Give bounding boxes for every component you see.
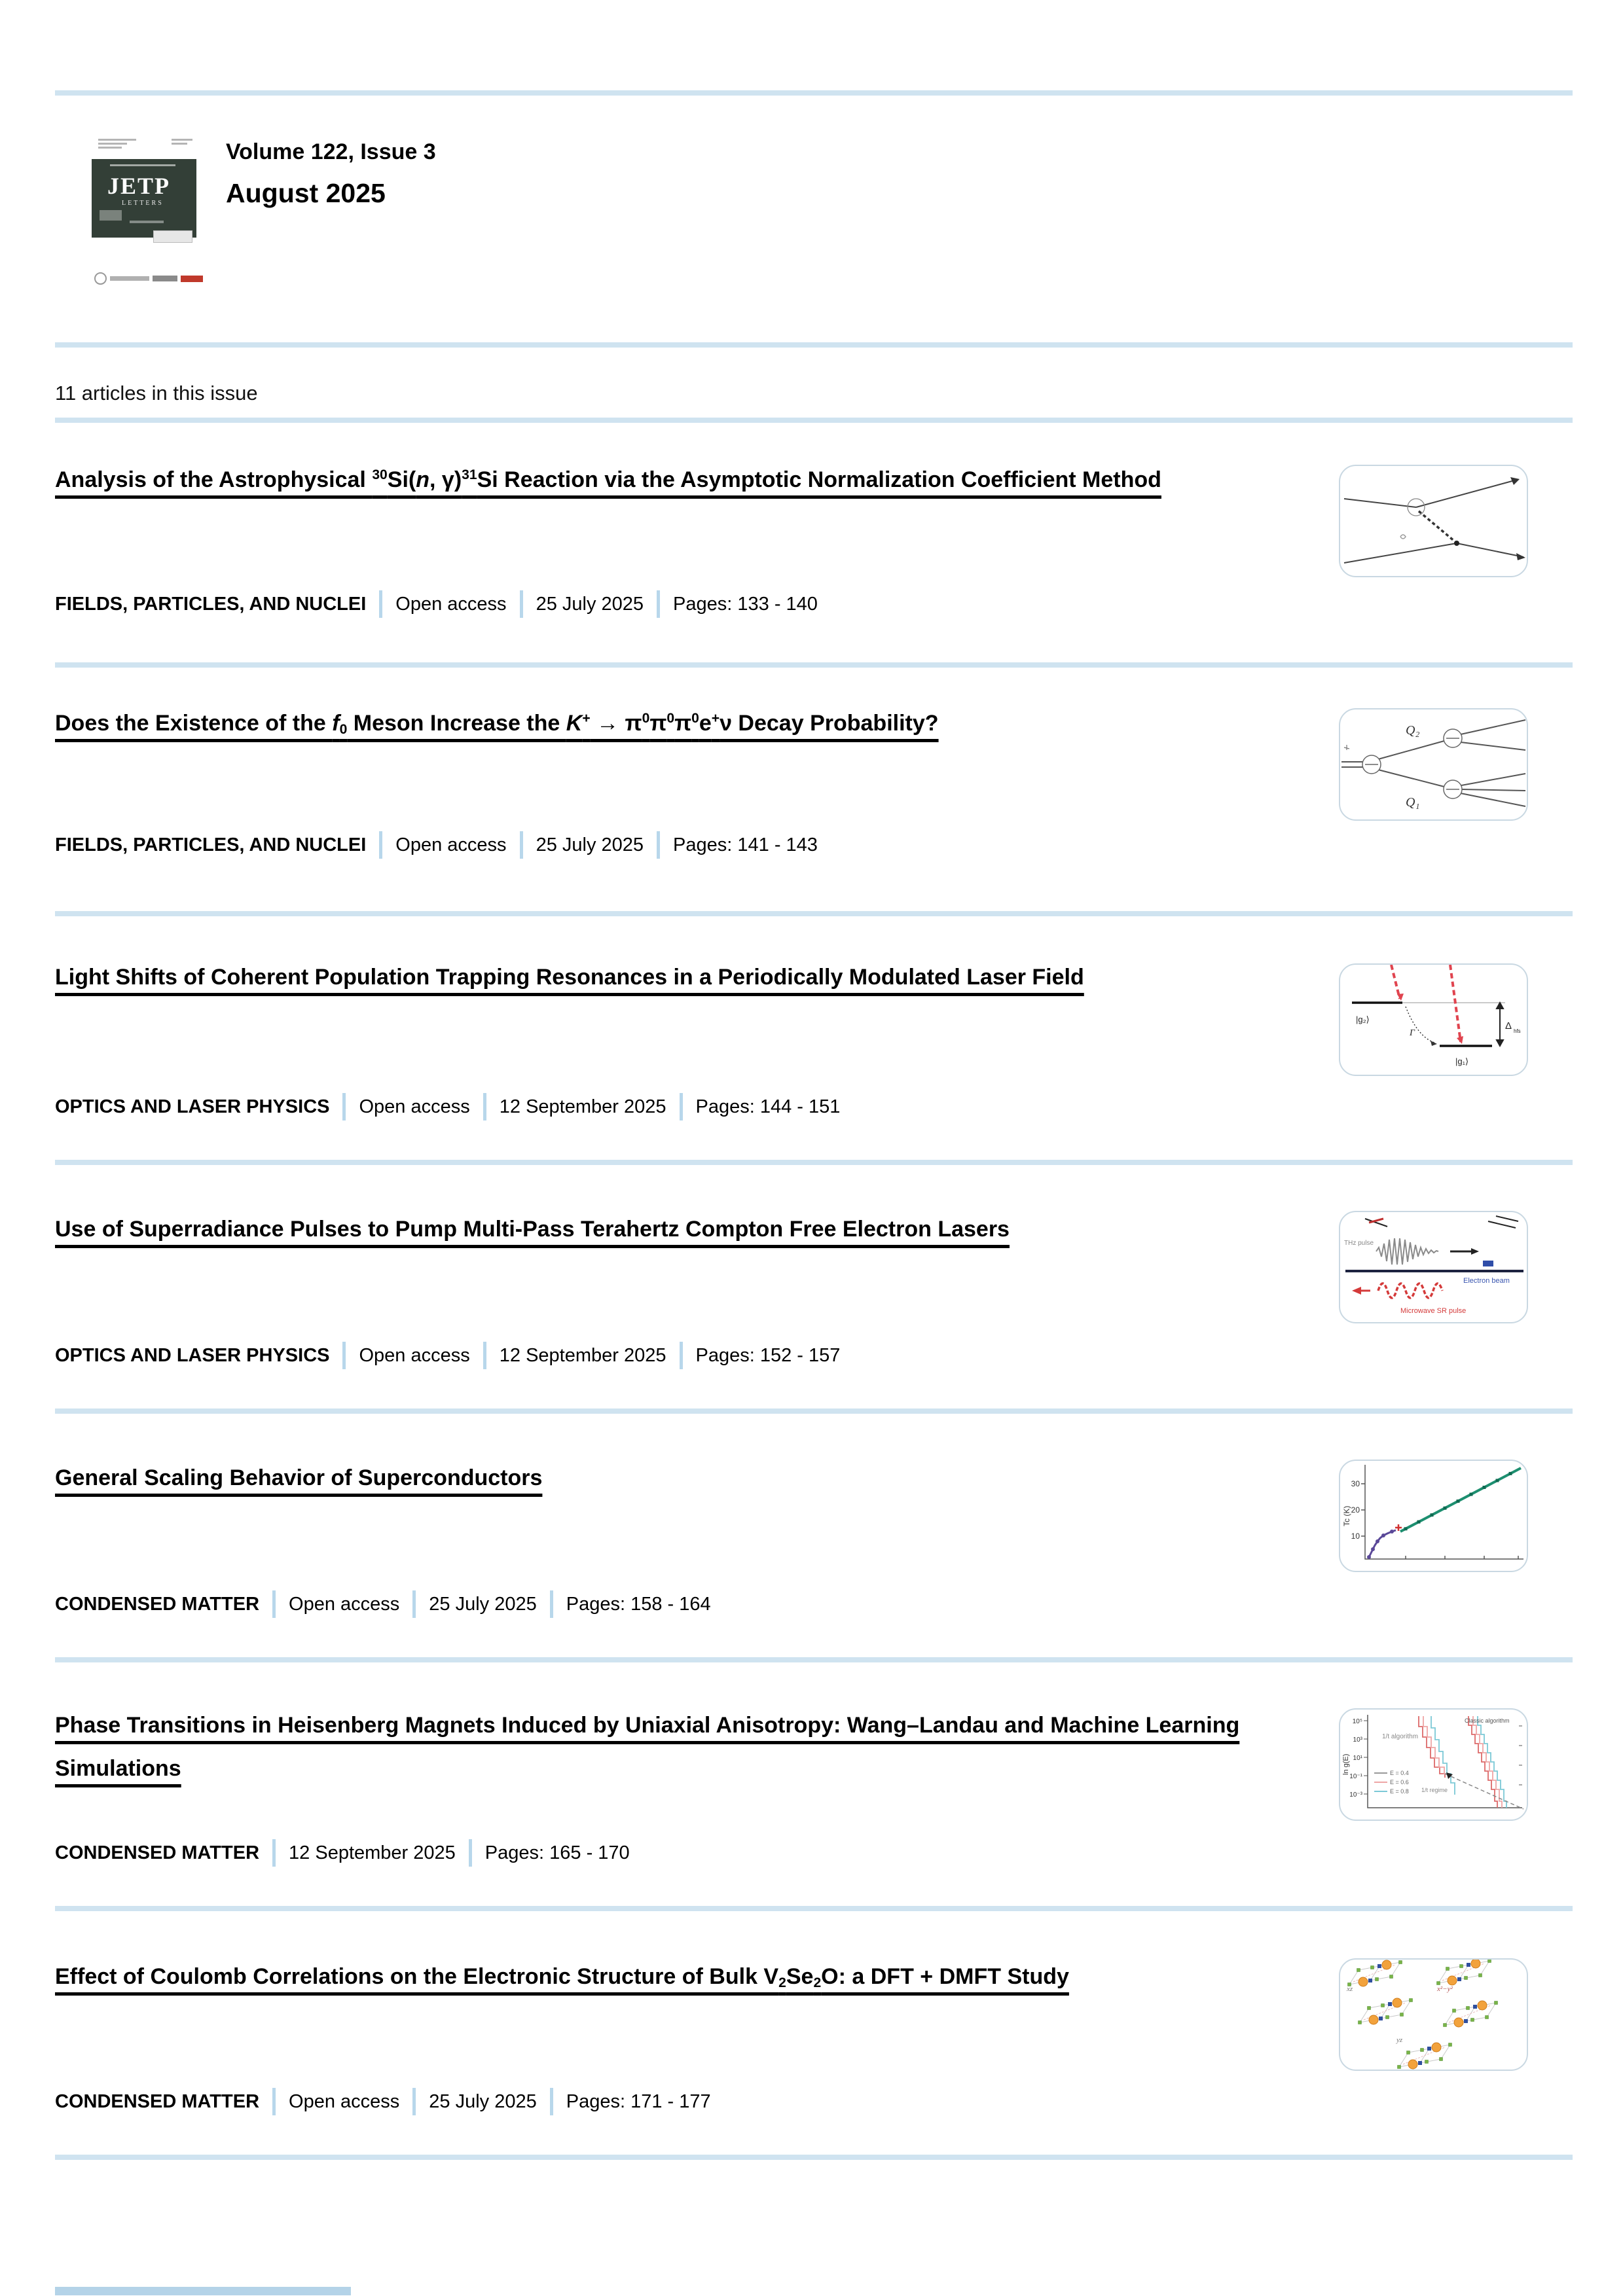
ytick-20: 20 [1351, 1505, 1360, 1515]
article-pages: Pages: 165 - 170 [484, 1842, 630, 1863]
delta-subscript: hfs [1514, 1028, 1521, 1034]
ytick-2: 10¹ [1353, 1755, 1362, 1762]
ytick-30: 30 [1351, 1479, 1360, 1488]
journal-cover-image[interactable] [92, 134, 196, 286]
article-meta [55, 2087, 711, 2117]
meta-divider [483, 1093, 486, 1121]
energy-levels-figure [1340, 965, 1527, 1075]
publisher-logo-icon [94, 272, 107, 285]
one-over-t-line [1445, 1774, 1523, 1809]
meta-divider [379, 590, 382, 618]
meta-divider [272, 2088, 276, 2115]
article-thumbnail[interactable] [1339, 963, 1528, 1076]
separator [55, 2155, 1573, 2160]
article-meta [55, 1092, 840, 1122]
meta-divider [342, 1342, 346, 1369]
article-title-link[interactable]: General Scaling Behavior of Superconductors [55, 1465, 543, 1490]
meta-divider [342, 1093, 346, 1121]
article-category: CONDENSED MATTER [55, 2090, 260, 2112]
article-category: FIELDS, PARTICLES, AND NUCLEI [55, 834, 367, 855]
legend-entry-0: E = 0.4 [1390, 1770, 1409, 1776]
ytick-0: 10⁵ [1352, 1718, 1362, 1725]
article-title-link[interactable]: Effect of Coulomb Correlations on the Electronic Structure of Bulk V2Se2O: a DFT + DMFT Study [55, 1964, 1069, 1990]
meta-divider [520, 831, 523, 859]
publisher-row [94, 272, 203, 285]
classic-algorithm-label: Classic algorithm [1465, 1717, 1510, 1724]
ytick-3: 10⁻¹ [1349, 1773, 1362, 1780]
article-count: 11 articles in this issue [55, 382, 258, 404]
meta-divider [657, 590, 660, 618]
log-plot-figure [1340, 1710, 1527, 1820]
article-title-link[interactable]: Does the Existence of the f0 Meson Increase the $K^+ \to \pi^0\pi^0\pi^0e^+\nu$ Decay Probability? [55, 711, 939, 737]
issue-date: August 2025 [226, 178, 386, 208]
article-date: 25 July 2025 [536, 593, 644, 615]
separator [55, 1906, 1573, 1911]
article-title-link[interactable]: Light Shifts of Coherent Population Trapping Resonances in a Periodically Modulated Laser Field [55, 965, 1084, 990]
left-algorithm-label: 1/t algorithm [1382, 1733, 1419, 1740]
separator [55, 1160, 1573, 1165]
g2-state-label: |g₂⟩ [1356, 1014, 1370, 1024]
microwave-pulse-wave [1378, 1283, 1442, 1298]
fel-scheme-figure [1340, 1212, 1527, 1322]
article-title-link[interactable]: Use of Superradiance Pulses to Pump Multi-Pass Terahertz Compton Free Electron Lasers [55, 1217, 1010, 1242]
article-thumbnail[interactable] [1339, 1460, 1528, 1572]
article-pages: Pages: 152 - 157 [695, 1344, 841, 1366]
article-category: CONDENSED MATTER [55, 1593, 260, 1615]
wl-curves-right [1468, 1716, 1506, 1808]
wl-curves-left [1419, 1716, 1455, 1795]
cover-journal-title: JETP [107, 173, 171, 199]
volume-issue-title: Volume 122, Issue 3 [226, 139, 436, 164]
meta-divider [412, 1590, 416, 1618]
meta-divider [469, 1839, 472, 1867]
separator [55, 911, 1573, 916]
meta-divider [483, 1342, 486, 1369]
open-access-label: Open access [289, 1593, 400, 1615]
cover-journal-subtitle: LETTERS [122, 200, 164, 207]
article-category: OPTICS AND LASER PHYSICS [55, 1096, 330, 1117]
y-axis-label: Tc (K) [1342, 1505, 1351, 1526]
legend-entry-1: E = 0.6 [1390, 1779, 1409, 1785]
meta-divider [680, 1342, 683, 1369]
gamma-label: Γ [1410, 1028, 1415, 1038]
article-pages: Pages: 158 - 164 [566, 1593, 711, 1615]
decay-vertices [1362, 729, 1462, 798]
open-access-label: Open access [359, 1096, 470, 1117]
legend-entry-2: E = 0.8 [1390, 1788, 1409, 1795]
article-date: 12 September 2025 [499, 1096, 666, 1117]
q2-label: Q₂ [1406, 723, 1420, 738]
open-access-label: Open access [395, 593, 507, 615]
ytick-4: 10⁻³ [1349, 1791, 1362, 1799]
legend-lines [1374, 1773, 1387, 1791]
mirror-marks [1365, 1216, 1518, 1228]
decay-diagram-figure [1340, 709, 1527, 819]
y-axis-label: ln g(E) [1342, 1753, 1350, 1775]
thz-wave-packet [1376, 1238, 1438, 1265]
article-thumbnail[interactable] [1339, 1211, 1528, 1323]
electron-beam-line [1345, 1270, 1523, 1272]
article-title-link[interactable]: Phase Transitions in Heisenberg Magnets Induced by Uniaxial Anisotropy: Wang–Landau and Machine Learning Simulations [55, 1713, 1240, 1781]
particle-lines [1344, 480, 1523, 563]
bottom-partial-separator [55, 2287, 351, 2295]
article-meta [55, 1589, 711, 1619]
open-access-label: Open access [359, 1344, 470, 1366]
separator [55, 342, 1573, 348]
article-thumbnail[interactable] [1339, 1958, 1528, 2071]
article-pages: Pages: 141 - 143 [673, 834, 818, 855]
separator [55, 662, 1573, 668]
crystal-structure-figure [1340, 1960, 1527, 2070]
q1-label: Q₁ [1406, 795, 1420, 810]
meta-divider [680, 1093, 683, 1121]
x2y2-orbital-label: x²−y² [1437, 1985, 1453, 1993]
open-access-label: Open access [289, 2090, 400, 2112]
article-date: 25 July 2025 [536, 834, 644, 855]
microwave-pulse-label: Microwave SR pulse [1400, 1307, 1467, 1315]
article-thumbnail[interactable] [1339, 708, 1528, 821]
article-category: CONDENSED MATTER [55, 1842, 260, 1863]
article-pages: Pages: 133 - 140 [673, 593, 818, 615]
separator [55, 1657, 1573, 1662]
meta-divider [272, 1839, 276, 1867]
meta-divider [379, 831, 382, 859]
ytick-10: 10 [1351, 1532, 1360, 1541]
yz-orbital-label: yz [1396, 2036, 1403, 2044]
scaling-points [1404, 1472, 1512, 1530]
article-category: FIELDS, PARTICLES, AND NUCLEI [55, 593, 367, 615]
article-pages: Pages: 144 - 151 [695, 1096, 841, 1117]
splitting-arrow [1497, 1003, 1503, 1046]
article-date: 25 July 2025 [429, 2090, 537, 2112]
g1-state-label: |g₁⟩ [1455, 1056, 1469, 1066]
meta-divider [272, 1590, 276, 1618]
article-category: OPTICS AND LASER PHYSICS [55, 1344, 330, 1366]
article-meta [55, 1340, 840, 1371]
article-date: 12 September 2025 [289, 1842, 456, 1863]
meta-divider [657, 831, 660, 859]
separator [55, 418, 1573, 423]
open-access-label: Open access [395, 834, 507, 855]
scatter-plot-figure [1340, 1461, 1527, 1571]
article-thumbnail[interactable] [1339, 465, 1528, 577]
meta-divider [550, 1590, 553, 1618]
delta-label: Δ [1505, 1020, 1512, 1031]
article-meta [55, 830, 818, 860]
electron-beam-label: Electron beam [1463, 1277, 1510, 1285]
article-meta [55, 589, 818, 619]
article-date: 25 July 2025 [429, 1593, 537, 1615]
xz-orbital-label: xz [1347, 1985, 1353, 1993]
article-thumbnail[interactable] [1339, 1708, 1528, 1821]
article-pages: Pages: 171 - 177 [566, 2090, 711, 2112]
cover-artwork [92, 159, 196, 238]
thz-pulse-label: THz pulse [1344, 1240, 1374, 1247]
top-separator [55, 90, 1573, 96]
scattering-diagram-figure [1340, 466, 1527, 576]
separator [55, 1408, 1573, 1414]
article-date: 12 September 2025 [499, 1344, 666, 1366]
meta-divider [412, 2088, 416, 2115]
cover-top-text [92, 134, 196, 159]
article-title-link[interactable]: Analysis of the Astrophysical $^{30}$Si(n, γ)$^{31}$Si Reaction via the Asymptotic Normalization Coefficient Method [55, 467, 1161, 492]
meta-divider [520, 590, 523, 618]
article-meta [55, 1838, 630, 1868]
meta-divider [550, 2088, 553, 2115]
ytick-1: 10³ [1353, 1736, 1362, 1744]
regime-label: 1/t regime [1421, 1787, 1448, 1793]
